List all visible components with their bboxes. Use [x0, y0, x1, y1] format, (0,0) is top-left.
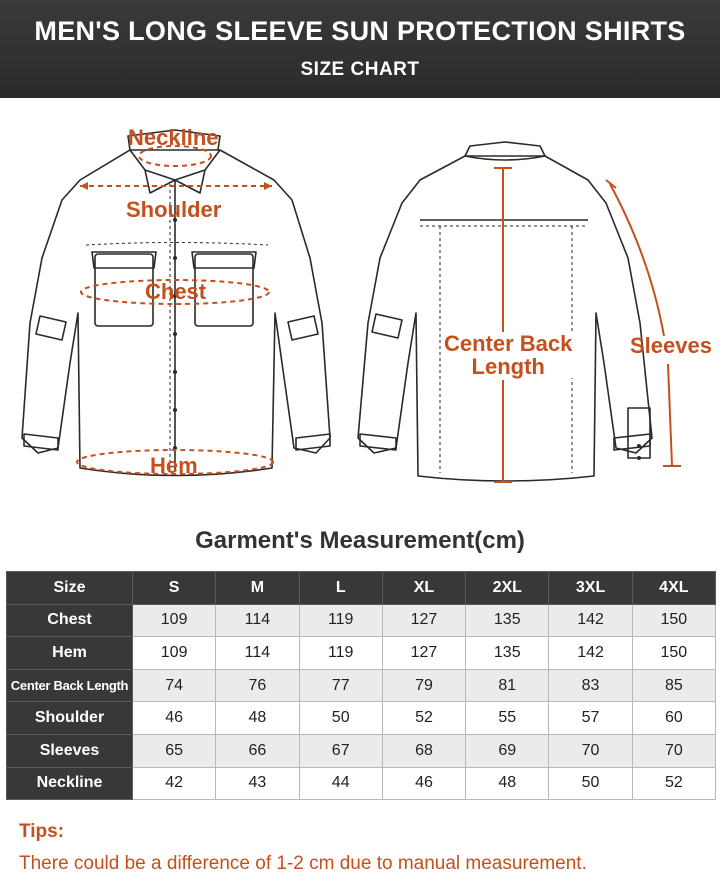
table-cell: 46	[382, 767, 465, 800]
table-cell: 127	[382, 637, 465, 670]
table-cell: 83	[549, 669, 632, 702]
table-cell: 44	[299, 767, 382, 800]
page-subtitle: SIZE CHART	[300, 59, 420, 80]
table-header-cell: 3XL	[549, 572, 632, 605]
table-cell: 65	[133, 734, 216, 767]
table-cell: 135	[466, 604, 549, 637]
tips-text: There could be a difference of 1-2 cm due to manual measurement.	[19, 853, 587, 874]
table-cell: 109	[133, 604, 216, 637]
table-cell: 42	[133, 767, 216, 800]
row-label: Neckline	[7, 767, 133, 800]
table-row	[7, 669, 716, 702]
center-back-length-label-line1: Center Back	[444, 331, 573, 356]
sleeves-label: Sleeves	[630, 333, 712, 358]
table-row	[7, 637, 716, 670]
table-title: Garment's Measurement(cm)	[195, 527, 525, 554]
table-cell: 55	[466, 702, 549, 735]
table-header-cell: L	[299, 572, 382, 605]
table-cell: 50	[549, 767, 632, 800]
table-header-cell: Size	[7, 572, 133, 605]
table-header-cell: XL	[382, 572, 465, 605]
table-cell: 79	[382, 669, 465, 702]
table-cell: 77	[299, 669, 382, 702]
table-cell: 48	[466, 767, 549, 800]
row-label: Shoulder	[7, 702, 133, 735]
table-cell: 46	[133, 702, 216, 735]
table-cell: 69	[466, 734, 549, 767]
neckline-label: Neckline	[128, 125, 219, 150]
size-chart-table	[6, 571, 716, 800]
table-cell: 150	[632, 637, 715, 670]
table-header-cell: S	[133, 572, 216, 605]
shoulder-label: Shoulder	[126, 197, 222, 222]
table-cell: 66	[216, 734, 299, 767]
page-title: MEN'S LONG SLEEVE SUN PROTECTION SHIRTS	[34, 16, 686, 46]
table-row	[7, 767, 716, 800]
table-cell: 52	[382, 702, 465, 735]
table-cell: 57	[549, 702, 632, 735]
header-banner	[0, 0, 720, 98]
table-cell: 76	[216, 669, 299, 702]
center-back-length-label-line2: Length	[471, 354, 545, 380]
table-cell: 114	[216, 604, 299, 637]
table-cell: 67	[299, 734, 382, 767]
table-cell: 150	[632, 604, 715, 637]
table-cell: 142	[549, 604, 632, 637]
row-label: Hem	[7, 637, 133, 670]
row-label: Center Back Length	[7, 669, 133, 702]
table-cell: 70	[549, 734, 632, 767]
table-row	[7, 734, 716, 767]
table-row	[7, 604, 716, 637]
table-cell: 70	[632, 734, 715, 767]
table-header-cell: M	[216, 572, 299, 605]
table-cell: 119	[299, 604, 382, 637]
table-cell: 52	[632, 767, 715, 800]
chest-label: Chest	[145, 279, 207, 304]
table-cell: 43	[216, 767, 299, 800]
table-cell: 85	[632, 669, 715, 702]
table-row	[7, 702, 716, 735]
table-cell: 119	[299, 637, 382, 670]
table-cell: 81	[466, 669, 549, 702]
table-header-cell: 4XL	[632, 572, 715, 605]
table-cell: 68	[382, 734, 465, 767]
table-cell: 74	[133, 669, 216, 702]
table-header-cell: 2XL	[466, 572, 549, 605]
hem-label: Hem	[150, 453, 198, 478]
table-cell: 135	[466, 637, 549, 670]
table-cell: 142	[549, 637, 632, 670]
table-cell: 60	[632, 702, 715, 735]
row-label: Chest	[7, 604, 133, 637]
table-header-row	[7, 572, 716, 605]
row-label: Sleeves	[7, 734, 133, 767]
table-cell: 127	[382, 604, 465, 637]
tips-label: Tips:	[19, 821, 65, 842]
center-back-length-label	[442, 332, 574, 378]
shirt-diagram	[0, 108, 720, 508]
table-cell: 114	[216, 637, 299, 670]
table-cell: 50	[299, 702, 382, 735]
shirt-back-icon	[358, 142, 652, 481]
table-cell: 48	[216, 702, 299, 735]
table-cell: 109	[133, 637, 216, 670]
